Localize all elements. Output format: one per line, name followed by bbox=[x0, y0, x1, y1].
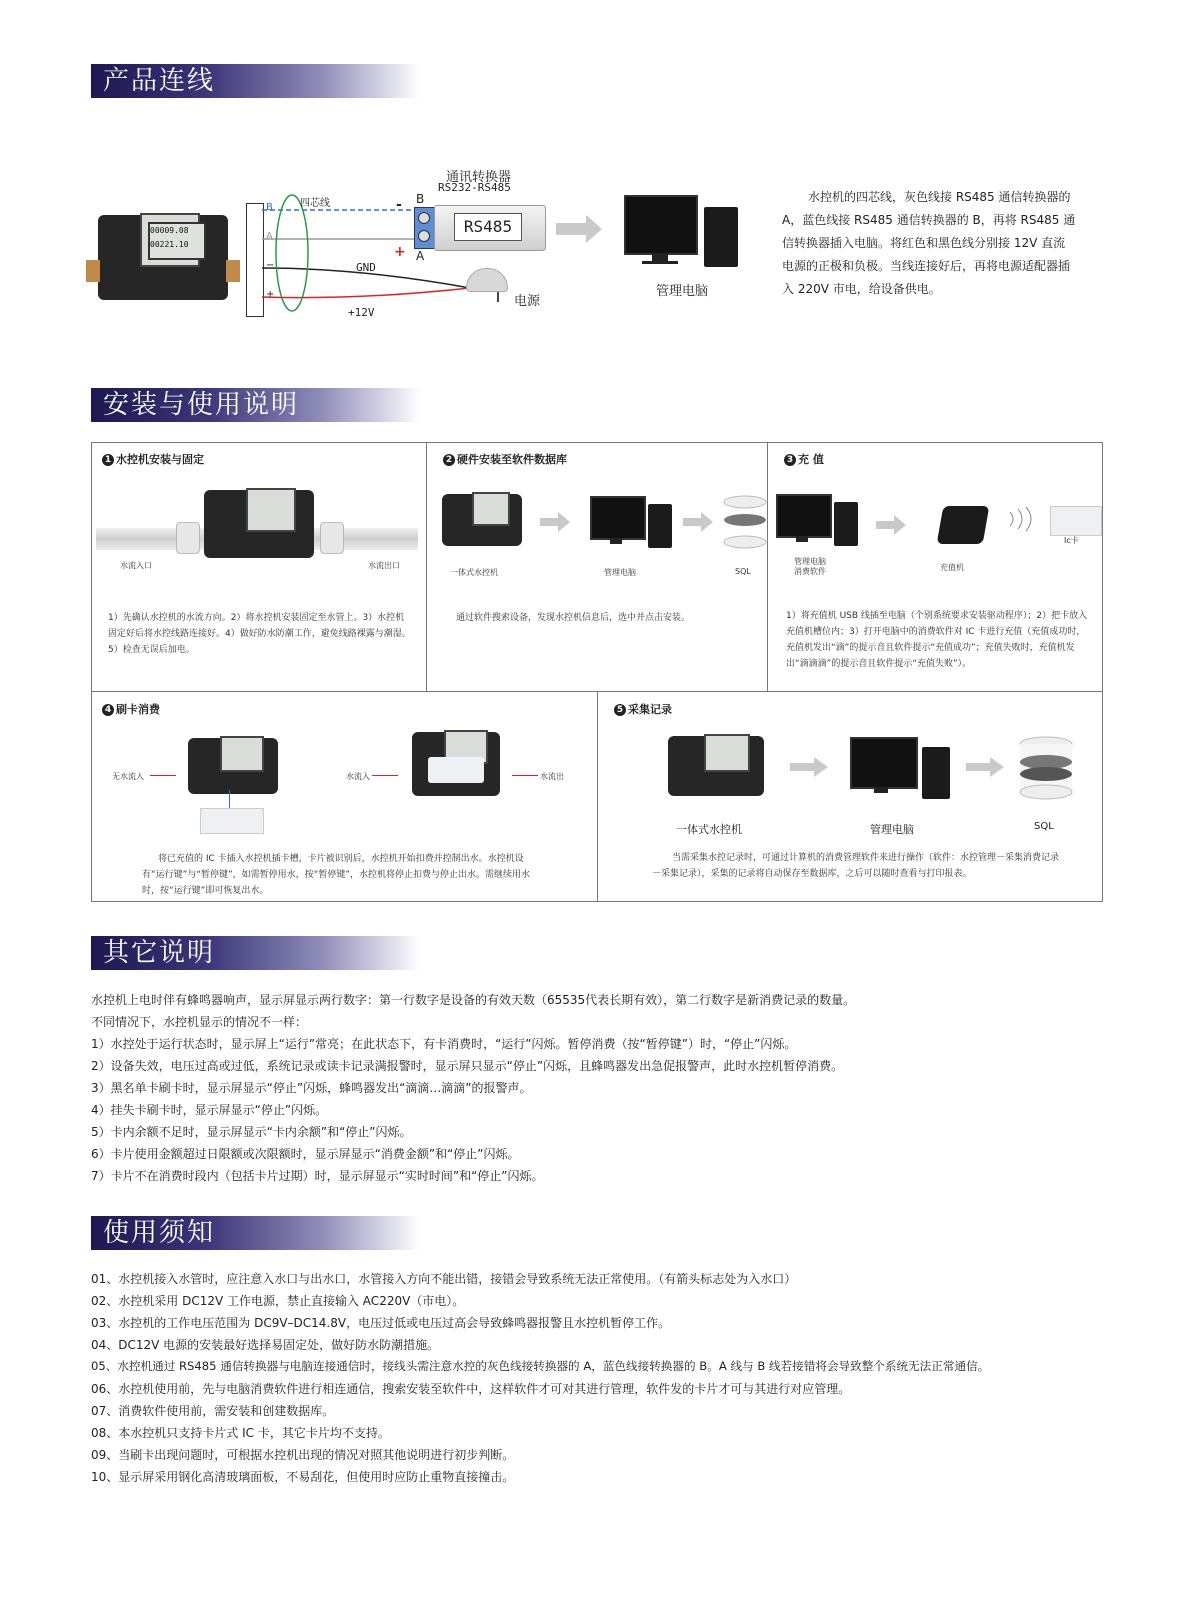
step2-arrow-1 bbox=[540, 512, 572, 532]
section-title-install: 安装与使用说明 bbox=[91, 388, 421, 422]
step2-desc: 通过软件搜索设备，发现水控机信息后，选中并点击安装。 bbox=[456, 613, 691, 623]
four-wire-label: 四芯线 bbox=[300, 198, 330, 209]
plus-sign: + bbox=[394, 244, 406, 260]
power-label: 电源 bbox=[514, 294, 541, 309]
step2-device-image bbox=[442, 494, 522, 546]
step5-label-2: 管理电脑 bbox=[870, 823, 914, 836]
other-item: 2）设备失效，电压过高或过低，系统记录或读卡记录满报警时，显示屏只显示“停止”闪烁，且蜂鸣器发出急促报警声，此时水控机暂停消费。 bbox=[91, 1059, 844, 1073]
card-reader-image bbox=[937, 506, 990, 544]
gnd-label: GND bbox=[356, 261, 376, 274]
other-item: 水控机上电时伴有蜂鸣器响声，显示屏显示两行数字：第一行数字是设备的有效天数（65535代表长期有效），第二行数字是新消费记录的数量。 bbox=[91, 993, 856, 1007]
pc-label: 管理电脑 bbox=[656, 284, 709, 299]
step1-out-label: 水流出口 bbox=[368, 561, 400, 570]
converter-A: A bbox=[416, 249, 425, 263]
step3-desc: 1）将充值机 USB 线插至电脑（个别系统要求安装驱动程序）；2）把卡放入充值机槽位内；3）打开电脑中的消费软件对 IC 卡进行充值（充值成功时，充值机发出“滴”的提示音且软件提示“充值成功”；充值失败时，充值机发出“滴滴滴”的提示音且软件提示“充值失败”）。 bbox=[786, 611, 1088, 669]
term-minus: − bbox=[266, 260, 275, 271]
step3-title: 3 充 值 bbox=[784, 451, 824, 467]
other-item: 不同情况下，水控机显示的情况不一样： bbox=[91, 1015, 308, 1029]
converter-sub: RS232-RS485 bbox=[438, 181, 511, 194]
lcd-line-2: 00221.10 bbox=[150, 240, 189, 249]
step1-title: 1 水控机安装与固定 bbox=[102, 451, 204, 467]
notice-item: 04、DC12V 电源的安装最好选择易固定处，做好防水防潮措施。 bbox=[91, 1338, 440, 1352]
lcd-line-1: 00009.08 bbox=[150, 226, 189, 235]
section-title-other: 其它说明 bbox=[91, 936, 421, 970]
step4-flow-in: 水流入 bbox=[346, 772, 370, 781]
step2-label-2: 管理电脑 bbox=[604, 568, 636, 577]
step3-label-1: 管理电脑 消费软件 bbox=[794, 557, 826, 576]
step4-device-idle bbox=[188, 738, 278, 794]
wireless-icon bbox=[1004, 506, 1034, 532]
notice-item: 05、水控机通过 RS485 通信转换器与电脑连接通信时，接线头需注意水控的灰色线接转换器的 A，蓝色线接转换器的 B。A 线与 B 线若接错将会导致整个系统无法正常通信。 bbox=[91, 1359, 990, 1373]
other-item: 5）卡内余额不足时，显示屏显示“卡内余额”和“停止”闪烁。 bbox=[91, 1125, 412, 1139]
step5-sql-icon bbox=[1018, 736, 1074, 800]
notice-item: 06、水控机使用前，先与电脑消费软件进行相连通信，搜索安装至软件中，这样软件才可对其进行管理，软件发的卡片才可与其进行对应管理。 bbox=[91, 1382, 851, 1396]
step5-title: 5 采集记录 bbox=[614, 701, 672, 717]
step5-desc: 当需采集水控记录时，可通过计算机的消费管理软件来进行操作（软件：水控管理－采集消费记录－采集记录），采集的记录将自动保存至数据库，之后可以随时查看与打印报表。 bbox=[652, 853, 1060, 879]
term-A: A bbox=[266, 231, 273, 242]
notice-item: 09、当刷卡出现问题时，可根据水控机出现的情况对照其他说明进行初步判断。 bbox=[91, 1448, 515, 1462]
rs485-label: RS485 bbox=[454, 213, 522, 241]
step2-arrow-2 bbox=[683, 512, 715, 532]
section-title-notice: 使用须知 bbox=[91, 1216, 421, 1250]
step4-flow-out: 水流出 bbox=[540, 772, 564, 781]
arrow-icon bbox=[556, 215, 604, 243]
step2-label-1: 一体式水控机 bbox=[450, 568, 498, 577]
other-item: 6）卡片使用金额超过日限额或次限额时，显示屏显示“消费金额”和“停止”闪烁。 bbox=[91, 1147, 520, 1161]
step1-device-image bbox=[204, 490, 314, 558]
step2-sql-icon bbox=[722, 494, 768, 550]
step4-card-image bbox=[200, 808, 264, 834]
term-B: B bbox=[266, 202, 273, 213]
wiring-description: 水控机的四芯线，灰色线接 RS485 通信转换器的 A，蓝色线接 RS485 通信转换器的 B，再将 RS485 通信转换器插入电脑。将红色和黑色线分别接 12V 直流电源的正极和负极。当线连接好后，再将电源适配器插入 220V 市电，给设备供电。 bbox=[782, 190, 1076, 296]
other-item: 1）水控处于运行状态时，显示屏上“运行”常亮；在此状态下，有卡消费时，“运行”闪烁。暂停消费（按“暂停键”）时，“停止”闪烁。 bbox=[91, 1037, 797, 1051]
step2-title: 2 硬件安装至软件数据库 bbox=[443, 451, 567, 467]
step5-arrow-1 bbox=[790, 757, 830, 777]
step4-title: 4 刷卡消费 bbox=[102, 701, 160, 717]
step3-label-card: Ic卡 bbox=[1064, 536, 1079, 545]
converter-title: 通讯转换器 bbox=[446, 170, 512, 185]
notice-item: 03、水控机的工作电压范围为 DC9V–DC14.8V，电压过低或电压过高会导致蜂鸣器报警且水控机暂停工作。 bbox=[91, 1316, 671, 1330]
v12-label: +12V bbox=[348, 306, 375, 319]
step3-arrow bbox=[876, 515, 908, 535]
step1-in-label: 水流入口 bbox=[120, 561, 152, 570]
step5-label-1: 一体式水控机 bbox=[676, 823, 742, 836]
other-item: 3）黑名单卡刷卡时，显示屏显示“停止”闪烁，蜂鸣器发出“滴滴…滴滴”的报警声。 bbox=[91, 1081, 532, 1095]
other-item: 7）卡片不在消费时段内（包括卡片过期）时，显示屏显示“实时时间”和“停止”闪烁。 bbox=[91, 1169, 544, 1183]
step2-label-3: SQL bbox=[735, 567, 751, 576]
step5-device-image bbox=[668, 736, 764, 796]
ic-card-image bbox=[1050, 506, 1102, 536]
notice-item: 10、显示屏采用钢化高清玻璃面板，不易刮花，但使用时应防止重物直接撞击。 bbox=[91, 1470, 515, 1484]
notice-item: 01、水控机接入水管时，应注意入水口与出水口，水管接入方向不能出错，接错会导致系统无法正常使用。（有箭头标志处为入水口） bbox=[91, 1272, 797, 1286]
step5-label-3: SQL bbox=[1034, 821, 1054, 832]
step4-no-flow: 无水流入 bbox=[112, 772, 144, 781]
term-plus: + bbox=[266, 289, 275, 300]
notice-item: 07、消费软件使用前，需安装和创建数据库。 bbox=[91, 1404, 335, 1418]
step5-arrow-2 bbox=[966, 757, 1006, 777]
converter-B: B bbox=[416, 192, 425, 206]
notice-item: 02、水控机采用 DC12V 工作电源，禁止直接输入 AC220V（市电）。 bbox=[91, 1294, 465, 1308]
step4-desc: 将已充值的 IC 卡插入水控机插卡槽，卡片被识别后，水控机开始扣费并控制出水。水控机设有“运行键”与“暂停键”，如需暂停用水，按“暂停键”，水控机将停止扣费与停止出水。需继续用水时，按“运行键”即可恢复出水。 bbox=[142, 854, 530, 896]
section-title-wiring: 产品连线 bbox=[91, 64, 421, 98]
step1-desc: 1）先确认水控机的水流方向。2）将水控机安装固定至水管上。3）水控机固定好后将水控线路连接好。4）做好防水防潮工作，避免线路裸露与潮湿。5）检查无误后加电。 bbox=[108, 613, 411, 655]
notice-item: 08、本水控机只支持卡片式 IC 卡，其它卡片均不支持。 bbox=[91, 1426, 390, 1440]
step3-label-2: 充值机 bbox=[940, 563, 964, 572]
minus-sign: - bbox=[396, 197, 402, 213]
other-item: 4）挂失卡刷卡时，显示屏显示“停止”闪烁。 bbox=[91, 1103, 328, 1117]
